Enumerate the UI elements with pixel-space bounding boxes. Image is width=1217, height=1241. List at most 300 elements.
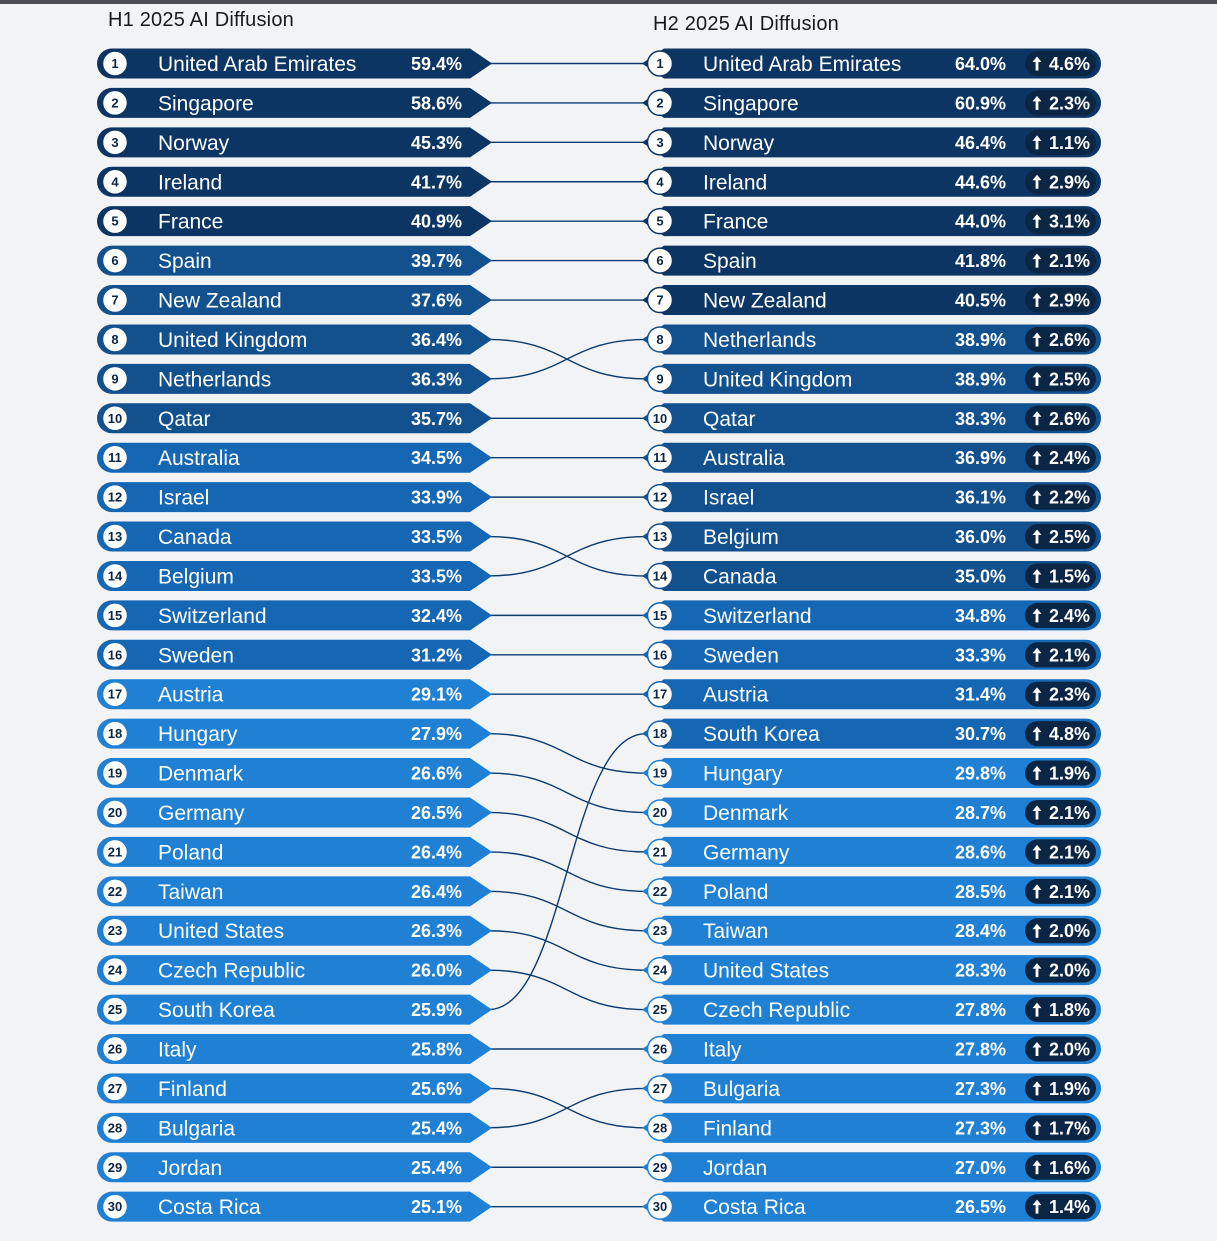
rank-number: 20 <box>652 804 668 820</box>
connector-germany <box>488 812 646 851</box>
h1-row <box>97 443 492 473</box>
connector-belgium <box>488 537 646 576</box>
value-label: 31.2% <box>410 645 462 666</box>
rank-number: 12 <box>652 489 668 505</box>
country-name: Poland <box>703 880 769 904</box>
value-label: 26.5% <box>954 1197 1006 1218</box>
rank-number: 23 <box>107 923 123 939</box>
country-name: Germany <box>703 841 790 865</box>
change-value: 2.3% <box>1048 93 1090 114</box>
country-name: United Arab Emirates <box>158 53 357 76</box>
h1-row <box>97 1192 492 1222</box>
value-label: 59.4% <box>410 54 462 74</box>
change-value: 2.1% <box>1048 842 1090 863</box>
h1-row <box>97 797 492 827</box>
rank-number: 24 <box>652 962 668 978</box>
country-name: Austria <box>158 683 224 707</box>
change-value: 1.9% <box>1048 1078 1090 1099</box>
change-value: 1.8% <box>1048 1000 1090 1021</box>
h1-row <box>97 1073 492 1103</box>
value-label: 38.3% <box>954 408 1006 429</box>
country-name: Ireland <box>703 171 768 195</box>
value-label: 25.6% <box>410 1078 462 1099</box>
rank-number: 27 <box>652 1080 668 1096</box>
country-name: France <box>703 210 769 234</box>
change-badge <box>1025 288 1096 313</box>
country-name: Jordan <box>158 1156 223 1180</box>
change-badge <box>1025 327 1096 352</box>
change-badge <box>1025 800 1096 825</box>
change-value: 1.4% <box>1048 1197 1090 1218</box>
rank-number: 4 <box>656 174 664 190</box>
rank-number: 14 <box>652 568 668 584</box>
rank-number: 2 <box>111 95 119 111</box>
h1-row <box>97 1152 492 1182</box>
country-name: Israel <box>703 486 755 510</box>
country-name: Qatar <box>158 407 211 431</box>
country-name: United States <box>703 959 830 983</box>
country-name: Finland <box>703 1117 772 1141</box>
h1-row <box>97 403 492 433</box>
change-value: 2.9% <box>1048 290 1090 311</box>
value-label: 46.4% <box>954 132 1006 153</box>
h2-row <box>642 443 1101 473</box>
value-label: 34.5% <box>410 448 462 469</box>
change-value: 1.6% <box>1048 1157 1090 1178</box>
value-label: 41.7% <box>410 172 462 193</box>
country-name: Israel <box>158 486 210 510</box>
rank-connectors <box>488 64 646 1207</box>
value-label: 27.0% <box>954 1157 1006 1178</box>
rank-number: 21 <box>652 844 668 860</box>
change-badge <box>1025 1155 1096 1180</box>
country-name: Taiwan <box>158 880 224 904</box>
change-badge <box>1025 445 1096 470</box>
country-name: United Arab Emirates <box>703 53 902 76</box>
value-label: 35.7% <box>410 408 462 429</box>
value-label: 33.5% <box>410 527 462 548</box>
h1-row <box>97 719 492 749</box>
change-value: 2.0% <box>1048 1039 1090 1060</box>
change-badge <box>1025 642 1096 667</box>
value-label: 28.4% <box>954 921 1006 942</box>
value-label: 26.6% <box>410 763 462 784</box>
value-label: 26.4% <box>410 881 462 902</box>
rank-number: 24 <box>107 962 123 978</box>
change-badge <box>1025 209 1096 234</box>
country-name: Hungary <box>158 723 238 747</box>
country-name: Sweden <box>158 644 234 668</box>
rank-number: 6 <box>656 253 664 269</box>
connector-taiwan <box>488 891 646 930</box>
h2-row <box>642 1113 1101 1143</box>
h1-row <box>97 285 492 315</box>
rank-number: 1 <box>111 56 119 71</box>
value-label: 38.9% <box>954 329 1006 350</box>
country-name: United States <box>158 920 285 944</box>
country-name: Italy <box>703 1038 742 1062</box>
change-value: 4.8% <box>1048 724 1090 745</box>
value-label: 40.9% <box>410 211 462 232</box>
country-name: Canada <box>158 526 232 550</box>
connector-czech-republic <box>488 970 646 1009</box>
country-name: Norway <box>703 131 775 155</box>
rank-number: 13 <box>652 529 668 545</box>
change-value: 2.4% <box>1048 605 1090 626</box>
h2-row <box>642 246 1101 276</box>
country-name: Spain <box>703 250 757 274</box>
h1-row <box>97 916 492 946</box>
value-label: 58.6% <box>410 93 462 114</box>
rank-number: 3 <box>111 134 119 150</box>
h1-row <box>97 127 492 157</box>
connector-hungary <box>488 734 646 773</box>
h2-row <box>642 482 1101 512</box>
value-label: 25.8% <box>410 1039 462 1060</box>
rank-number: 17 <box>107 686 123 702</box>
connector-bulgaria <box>488 1088 646 1127</box>
h1-row <box>97 955 492 985</box>
h2-row <box>642 285 1101 315</box>
rank-number: 18 <box>107 726 123 742</box>
change-badge <box>1025 1076 1096 1101</box>
change-value: 2.9% <box>1048 172 1090 193</box>
h2-ranking-list <box>642 49 1101 1222</box>
value-label: 45.3% <box>410 132 462 153</box>
value-label: 33.9% <box>410 487 462 508</box>
value-label: 25.4% <box>410 1157 462 1178</box>
change-badge <box>1025 485 1096 510</box>
change-badge <box>1025 918 1096 943</box>
country-name: New Zealand <box>703 289 827 313</box>
rank-number: 5 <box>656 213 664 229</box>
value-label: 39.7% <box>410 251 462 272</box>
h2-row <box>642 995 1101 1025</box>
h1-row <box>97 482 492 512</box>
h2-row <box>642 797 1101 827</box>
h1-row <box>97 522 492 552</box>
h2-row <box>642 364 1101 394</box>
change-value: 2.5% <box>1048 369 1090 390</box>
h1-row <box>97 1113 492 1143</box>
change-badge <box>1025 51 1096 76</box>
country-name: Netherlands <box>158 368 272 392</box>
country-name: Australia <box>158 447 240 471</box>
change-badge <box>1025 248 1096 273</box>
country-name: Norway <box>158 131 230 155</box>
value-label: 27.9% <box>410 724 462 745</box>
rank-number: 9 <box>111 371 119 387</box>
change-badge <box>1025 1115 1096 1140</box>
rank-number: 3 <box>656 134 664 150</box>
connector-united-states <box>488 931 646 970</box>
h2-row <box>642 640 1101 670</box>
change-badge <box>1025 879 1096 904</box>
h1-row <box>97 324 492 354</box>
change-value: 2.1% <box>1048 802 1090 823</box>
change-badge <box>1025 721 1096 746</box>
rank-number: 30 <box>107 1199 123 1215</box>
change-value: 2.1% <box>1048 251 1090 272</box>
value-label: 27.3% <box>954 1118 1006 1139</box>
country-name: United Kingdom <box>158 328 308 352</box>
change-badge <box>1025 366 1096 391</box>
rank-number: 6 <box>111 253 119 269</box>
rank-number: 16 <box>107 647 123 663</box>
value-label: 26.0% <box>410 960 462 981</box>
h1-row <box>97 995 492 1025</box>
country-name: Costa Rica <box>158 1196 261 1220</box>
h1-row <box>97 876 492 906</box>
h1-row <box>97 600 492 630</box>
value-label: 44.0% <box>954 211 1006 232</box>
country-name: Singapore <box>703 92 799 116</box>
value-label: 36.3% <box>410 369 462 390</box>
value-label: 27.8% <box>954 1039 1006 1060</box>
value-label: 38.9% <box>954 369 1006 390</box>
value-label: 28.7% <box>954 802 1006 823</box>
h2-row <box>642 719 1101 749</box>
h2-row <box>642 955 1101 985</box>
country-name: Poland <box>158 841 224 865</box>
h2-row <box>642 876 1101 906</box>
country-name: Denmark <box>703 801 789 825</box>
change-value: 2.0% <box>1048 921 1090 942</box>
country-name: Czech Republic <box>703 999 851 1023</box>
rank-number: 28 <box>107 1120 123 1136</box>
country-name: South Korea <box>703 723 820 747</box>
change-value: 2.6% <box>1048 408 1090 429</box>
connector-denmark <box>488 773 646 812</box>
change-badge <box>1025 761 1096 786</box>
change-badge <box>1025 563 1096 588</box>
change-value: 1.9% <box>1048 763 1090 784</box>
rank-number: 5 <box>111 213 119 229</box>
country-name: Germany <box>158 801 245 825</box>
h2-row <box>642 600 1101 630</box>
country-name: Czech Republic <box>158 959 306 983</box>
change-value: 2.1% <box>1048 645 1090 666</box>
value-label: 26.4% <box>410 842 462 863</box>
change-badge <box>1025 958 1096 983</box>
value-label: 27.8% <box>954 1000 1006 1021</box>
rank-number: 12 <box>107 489 123 505</box>
h2-row <box>642 837 1101 867</box>
rank-number: 10 <box>107 410 123 426</box>
value-label: 28.6% <box>954 842 1006 863</box>
change-badge <box>1025 1037 1096 1062</box>
change-value: 1.7% <box>1048 1118 1090 1139</box>
value-label: 28.5% <box>954 881 1006 902</box>
h2-row <box>642 127 1101 157</box>
country-name: Singapore <box>158 92 254 116</box>
h2-row <box>642 561 1101 591</box>
h1-panel-title: H1 2025 AI Diffusion <box>108 9 294 31</box>
h1-row <box>97 246 492 276</box>
rank-number: 11 <box>108 450 122 466</box>
change-value: 2.5% <box>1048 527 1090 548</box>
change-badge <box>1025 169 1096 194</box>
change-badge <box>1025 130 1096 155</box>
h2-row <box>642 916 1101 946</box>
value-label: 34.8% <box>954 605 1006 626</box>
h1-row <box>97 88 492 118</box>
rank-number: 20 <box>107 804 123 820</box>
value-label: 29.1% <box>410 684 462 705</box>
h2-row <box>642 1073 1101 1103</box>
country-name: Switzerland <box>703 604 812 628</box>
rank-number: 2 <box>656 95 664 111</box>
rank-number: 26 <box>652 1041 668 1057</box>
rank-number: 25 <box>107 1002 123 1018</box>
value-label: 29.8% <box>954 763 1006 784</box>
country-name: Finland <box>158 1077 227 1101</box>
value-label: 26.3% <box>410 921 462 942</box>
rank-number: 25 <box>652 1002 668 1018</box>
country-name: Switzerland <box>158 604 267 628</box>
value-label: 25.1% <box>410 1197 462 1218</box>
rank-number: 4 <box>111 174 119 190</box>
rank-number: 13 <box>107 529 123 545</box>
rank-number: 28 <box>652 1120 668 1136</box>
h2-row <box>642 324 1101 354</box>
rank-number: 30 <box>652 1199 668 1215</box>
country-name: Netherlands <box>703 328 817 352</box>
h2-row <box>642 49 1101 79</box>
rank-number: 8 <box>111 331 119 347</box>
rank-number: 19 <box>107 765 123 781</box>
country-name: Denmark <box>158 762 244 786</box>
value-label: 36.1% <box>954 487 1006 508</box>
h1-ranking-list <box>97 49 492 1222</box>
change-value: 2.0% <box>1048 960 1090 981</box>
change-badge <box>1025 997 1096 1022</box>
h1-row <box>97 206 492 236</box>
h2-row <box>642 206 1101 236</box>
value-label: 30.7% <box>954 724 1006 745</box>
country-name: Austria <box>703 683 769 707</box>
value-label: 26.5% <box>410 802 462 823</box>
h1-row <box>97 561 492 591</box>
change-value: 4.6% <box>1048 54 1090 74</box>
country-name: Bulgaria <box>703 1077 781 1101</box>
rank-number: 16 <box>652 647 668 663</box>
value-label: 41.8% <box>954 251 1006 272</box>
h1-row <box>97 837 492 867</box>
rank-number: 26 <box>107 1041 123 1057</box>
rank-number: 8 <box>656 331 664 347</box>
country-name: Belgium <box>703 526 779 550</box>
change-value: 1.1% <box>1048 132 1090 153</box>
value-label: 36.4% <box>410 329 462 350</box>
h1-row <box>97 1034 492 1064</box>
country-name: Sweden <box>703 644 779 668</box>
rank-number: 23 <box>652 923 668 939</box>
change-value: 2.2% <box>1048 487 1090 508</box>
country-name: Qatar <box>703 407 756 431</box>
h1-row <box>97 640 492 670</box>
change-badge <box>1025 406 1096 431</box>
h1-row <box>97 364 492 394</box>
value-label: 64.0% <box>954 54 1006 74</box>
change-value: 3.1% <box>1048 211 1090 232</box>
connector-netherlands <box>488 339 646 378</box>
country-name: Bulgaria <box>158 1117 236 1141</box>
rank-number: 21 <box>107 844 123 860</box>
rank-number: 29 <box>652 1159 668 1175</box>
change-badge <box>1025 1194 1096 1219</box>
rank-number: 15 <box>107 607 123 623</box>
h2-row <box>642 522 1101 552</box>
h2-row <box>642 679 1101 709</box>
rank-number: 7 <box>111 292 119 308</box>
rank-number: 27 <box>107 1080 123 1096</box>
country-name: United Kingdom <box>703 368 853 392</box>
rank-number: 15 <box>652 607 668 623</box>
value-label: 32.4% <box>410 605 462 626</box>
change-badge <box>1025 603 1096 628</box>
h1-row <box>97 49 492 79</box>
country-name: Spain <box>158 250 212 274</box>
rank-number: 9 <box>656 371 664 387</box>
h2-row <box>642 167 1101 197</box>
h2-row <box>642 88 1101 118</box>
rank-number: 19 <box>652 765 668 781</box>
rank-number: 10 <box>652 410 668 426</box>
h2-row <box>642 758 1101 788</box>
rank-number: 22 <box>107 883 123 899</box>
country-name: Canada <box>703 565 777 589</box>
h1-row <box>97 758 492 788</box>
value-label: 33.5% <box>410 566 462 587</box>
rank-number: 1 <box>656 56 664 71</box>
rank-number: 11 <box>653 450 667 466</box>
country-name: Australia <box>703 447 785 471</box>
value-label: 37.6% <box>410 290 462 311</box>
change-value: 1.5% <box>1048 566 1090 587</box>
h2-row <box>642 1192 1101 1222</box>
value-label: 40.5% <box>954 290 1006 311</box>
country-name: Taiwan <box>703 920 769 944</box>
country-name: Belgium <box>158 565 234 589</box>
h2-row <box>642 1152 1101 1182</box>
value-label: 25.4% <box>410 1118 462 1139</box>
change-badge <box>1025 682 1096 707</box>
country-name: New Zealand <box>158 289 282 313</box>
value-label: 25.9% <box>410 1000 462 1021</box>
country-name: Jordan <box>703 1156 768 1180</box>
h2-panel-title: H2 2025 AI Diffusion <box>653 13 839 35</box>
rank-number: 7 <box>656 292 664 308</box>
h1-row <box>97 167 492 197</box>
rank-number: 18 <box>652 726 668 742</box>
change-badge <box>1025 839 1096 864</box>
value-label: 44.6% <box>954 172 1006 193</box>
value-label: 28.3% <box>954 960 1006 981</box>
rank-number: 22 <box>652 883 668 899</box>
h1-row <box>97 679 492 709</box>
rank-number: 14 <box>107 568 123 584</box>
change-value: 2.4% <box>1048 448 1090 469</box>
country-name: Italy <box>158 1038 197 1062</box>
country-name: South Korea <box>158 999 275 1023</box>
value-label: 36.0% <box>954 527 1006 548</box>
rank-number: 17 <box>652 686 668 702</box>
value-label: 35.0% <box>954 566 1006 587</box>
change-badge <box>1025 524 1096 549</box>
country-name: Ireland <box>158 171 223 195</box>
country-name: Costa Rica <box>703 1196 806 1220</box>
